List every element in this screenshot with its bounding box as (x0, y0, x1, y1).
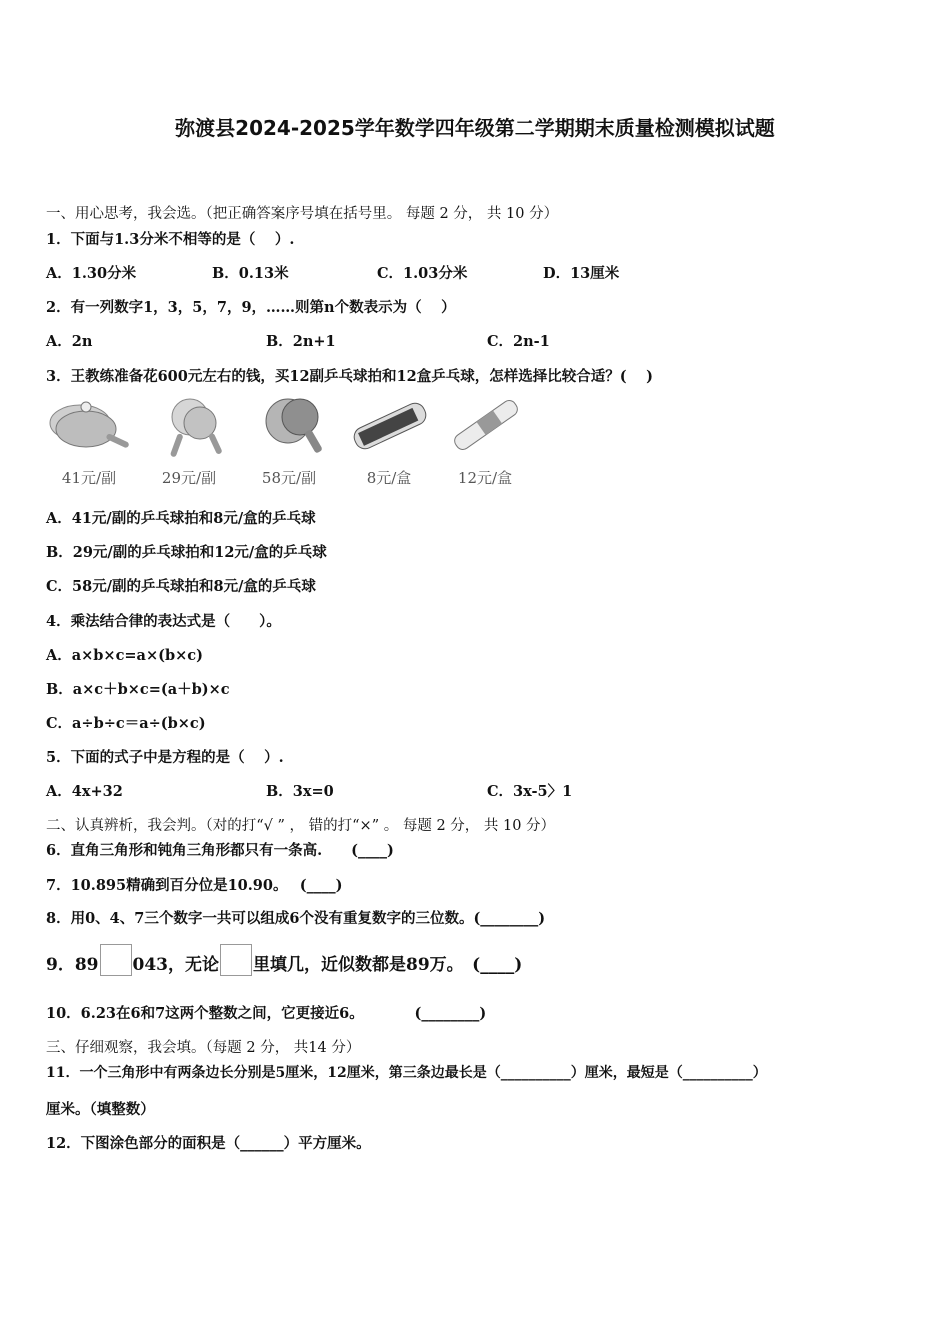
paddle-41-picture (44, 393, 134, 493)
question-2-option-a: A．2n (46, 333, 93, 350)
ball-box-12-picture (440, 393, 530, 493)
question-2-option-b: B．2n+1 (266, 333, 336, 350)
question-8: 8．用0、4、7三个数字一共可以组成6个没有重复数字的三位数。(________) (46, 910, 546, 927)
question-1-option-a: A．1.30分米 (46, 265, 137, 282)
question-5-option-c: C．3x-5〉1 (487, 783, 573, 800)
question-1-option-b: B．0.13米 (212, 265, 289, 282)
section-3-heading: 三、仔细观察，我会填。（每题 2 分， 共14 分） (46, 1040, 361, 1056)
section-1-heading: 一、用心思考，我会选。（把正确答案序号填在括号里。 每题 2 分， 共 10 分） (46, 206, 559, 222)
price-label: 58元/副 (261, 469, 317, 487)
question-4-option-c: C．a÷b÷c＝a÷(b×c) (46, 715, 206, 732)
question-3-product-pictures (44, 393, 524, 493)
answer-box (100, 944, 132, 976)
question-5-stem: 5．下面的式子中是方程的是（ ）. (46, 749, 284, 766)
question-4-option-b: B．a×c＋b×c=(a＋b)×c (46, 681, 230, 698)
question-3-stem: 3．王教练准备花600元左右的钱，买12副乒乓球拍和12盒乒乓球，怎样选择比较合适？( ) (46, 368, 653, 385)
paddle-58-picture (244, 393, 334, 493)
question-11-line-1: 11．一个三角形中有两条边长分别是5厘米，12厘米，第三条边最长是（__________）厘米，最短是（__________） (46, 1065, 767, 1081)
question-11-line-2: 厘米。（填整数） (46, 1101, 155, 1118)
section-2-heading: 二、认真辨析，我会判。（对的打“√ ” ， 错的打“×” 。 每题 2 分， 共 10 分） (46, 818, 556, 834)
price-label: 12元/盒 (457, 469, 513, 487)
question-5-option-b: B．3x=0 (266, 783, 334, 800)
price-label: 8元/盒 (366, 469, 412, 487)
question-6: 6．直角三角形和钝角三角形都只有一条高. (____) (46, 842, 394, 859)
ball-tube-icon (440, 393, 530, 465)
price-label: 29元/副 (161, 469, 217, 487)
question-9-part-1: 9．89 (46, 955, 99, 975)
question-2-option-c: C．2n-1 (487, 333, 550, 350)
question-10: 10．6.23在6和7这两个整数之间，它更接近6。 (________) (46, 1005, 487, 1022)
question-4-stem: 4．乘法结合律的表达式是（ ）。 (46, 613, 281, 630)
price-label: 41元/副 (61, 469, 117, 487)
ball-tube-icon (344, 393, 434, 465)
question-3-option-c: C．58元/副的乒乓球拍和8元/盒的乒乓球 (46, 578, 316, 595)
answer-box (220, 944, 252, 976)
question-9 (46, 944, 522, 976)
page-title: 弥渡县2024-2025学年数学四年级第二学期期末质量检测模拟试题 (175, 116, 775, 140)
question-7: 7．10.895精确到百分位是10.90。 (____) (46, 877, 343, 894)
paddle-icon (144, 393, 234, 465)
paddle-icon (244, 393, 334, 465)
question-4-option-a: A．a×b×c=a×(b×c) (46, 647, 203, 664)
question-5-option-a: A．4x+32 (46, 783, 123, 800)
question-9-part-3: 里填几，近似数都是89万。 (____) (253, 955, 523, 975)
question-3-option-a: A．41元/副的乒乓球拍和8元/盒的乒乓球 (46, 510, 316, 527)
question-3-option-b: B．29元/副的乒乓球拍和12元/盒的乒乓球 (46, 544, 327, 561)
question-2-stem: 2．有一列数字1，3，5，7，9，……则第n个数表示为（ ） (46, 299, 456, 316)
question-1-option-d: D．13厘米 (543, 265, 620, 282)
paddle-29-picture (144, 393, 234, 493)
question-1-stem: 1．下面与1.3分米不相等的是（ ）. (46, 231, 295, 248)
paddle-icon (44, 393, 134, 465)
question-1-option-c: C．1.03分米 (377, 265, 468, 282)
question-12: 12．下图涂色部分的面积是（______）平方厘米。 (46, 1135, 371, 1152)
ball-box-8-picture (344, 393, 434, 493)
question-9-part-2: 043，无论 (132, 955, 219, 975)
